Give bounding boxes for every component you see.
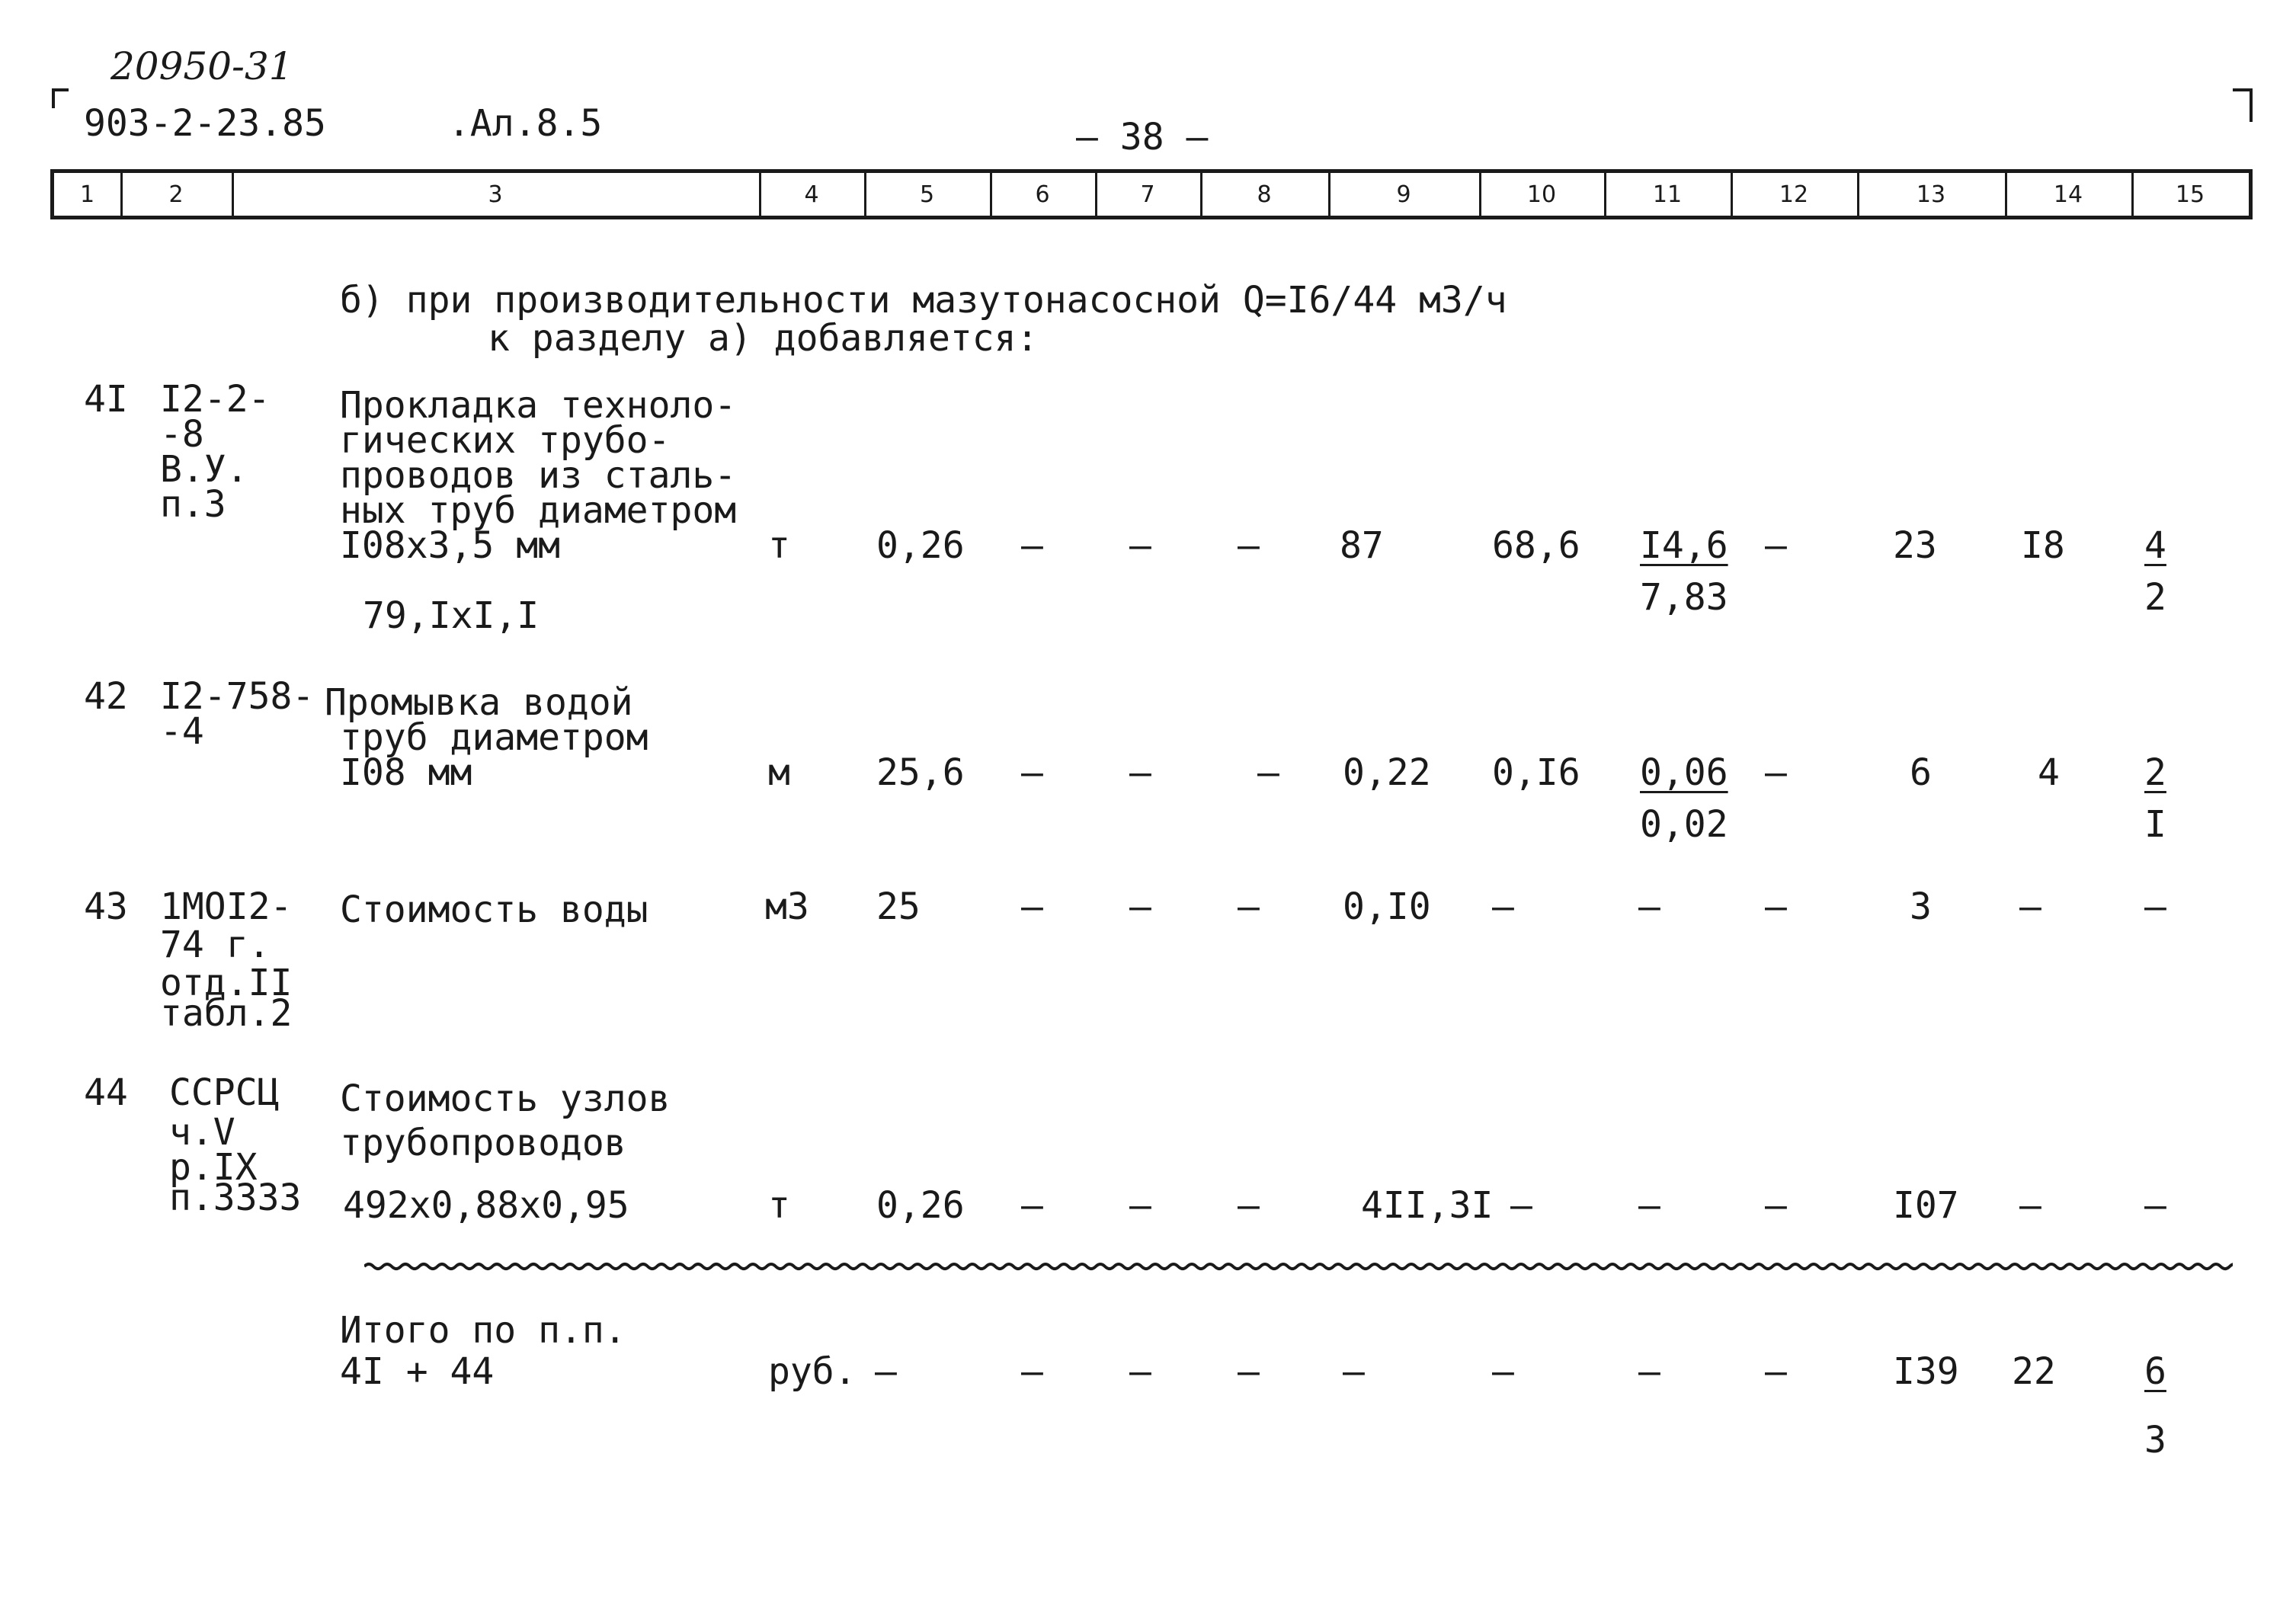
page-number: — 38 — [1076,116,1209,158]
cell-col11: – [1638,1350,1660,1393]
wavy-separator [364,1260,2233,1273]
cell-col10: – [1510,1184,1532,1227]
cell-col15: – [2144,1184,2166,1227]
calculation: 492x0,88x0,95 [343,1184,629,1227]
work-name: Стоимость воды [340,888,648,931]
cell-col9: – [1343,1350,1365,1393]
column-number: 5 [919,181,935,208]
column-number-bar [50,169,2253,219]
column-number: 1 [79,181,95,208]
calculation: 79,IxI,I [363,594,540,637]
work-name: Прокладка техноло- [340,384,737,427]
unit: руб. [768,1350,857,1393]
cell-col15-bottom: I [2144,803,2166,846]
quantity: 25 [876,885,921,928]
work-name: Промывка водой [325,681,633,724]
cell-col15-top: 4 [2144,524,2166,567]
norm-code: I2-2- [160,378,271,421]
row-number: 43 [84,885,128,928]
unit: т [768,1184,790,1227]
column-number: 8 [1257,181,1272,208]
cell-col13: 6 [1910,751,1932,794]
norm-code: В.У. [160,448,248,491]
norm-code: п.3 [160,483,226,526]
cell-col8: – [1257,751,1279,794]
cell-col9: 0,I0 [1343,885,1431,928]
cell-col9: 4II,3I [1361,1184,1494,1227]
norm-code: 74 г. [160,924,271,966]
cell-col15-bottom: 2 [2144,576,2166,619]
quantity: 0,26 [876,1184,965,1227]
cell-col11-bottom: 7,83 [1640,576,1728,619]
cell-col7: – [1129,751,1151,794]
work-name: ных труб диаметром [340,489,737,532]
cell-col6: – [1021,751,1043,794]
cell-col12: – [1765,524,1787,567]
cell-col11-top: 0,06 [1640,751,1728,794]
cell-col11: – [1638,1184,1660,1227]
cell-col13: I07 [1893,1184,1959,1227]
work-name: гических трубо- [340,419,671,462]
cell-col8: – [1238,885,1260,928]
norm-code: 1МОI2- [160,885,293,928]
cell-col12: – [1765,1350,1787,1393]
cell-col10: – [1492,1350,1514,1393]
unit: м3 [765,885,809,928]
norm-code: I2-758- [160,675,315,718]
quantity: 0,26 [876,524,965,567]
cell-col8: – [1238,1184,1260,1227]
cell-col14: – [2019,885,2041,928]
cell-col6: – [1021,885,1043,928]
cell-col13: 3 [1910,885,1932,928]
cell-col14: – [2019,1184,2041,1227]
cell-col10: 68,6 [1492,524,1580,567]
total-label-range: 4I + 44 [340,1350,495,1393]
column-number: 2 [168,181,184,208]
unit: т [768,524,790,567]
cell-col6: – [1021,1350,1043,1393]
cell-col7: – [1129,524,1151,567]
cell-col14: I8 [2021,524,2065,567]
column-number: 14 [2053,181,2083,208]
row-number: 44 [84,1071,128,1114]
section-heading-line2: к разделу а) добавляется: [488,317,1039,360]
work-name: I08 мм [340,751,472,794]
work-name: проводов из сталь- [340,454,737,497]
cell-col12: – [1765,751,1787,794]
cell-col11: – [1638,885,1660,928]
row-number: 42 [84,675,128,718]
cell-col7: – [1129,885,1151,928]
cell-col14: 4 [2038,751,2060,794]
cell-col12: – [1765,1184,1787,1227]
handwritten-number: 20950-31 [110,44,293,88]
total-label: Итого по п.п. [340,1309,626,1352]
column-number: 15 [2175,181,2205,208]
column-number: 6 [1035,181,1050,208]
work-name: Стоимость узлов [340,1077,671,1120]
cell-col15-top: 2 [2144,751,2166,794]
norm-code: ССРСЦ [169,1071,280,1114]
cell-col12: – [1765,885,1787,928]
document-code: 903-2-23.85 [84,102,326,145]
cell-col13: I39 [1893,1350,1959,1393]
cell-col10: 0,I6 [1492,751,1580,794]
column-number: 9 [1396,181,1411,208]
norm-code: р.IX [169,1146,258,1189]
cell-col11-bottom: 0,02 [1640,803,1728,846]
corner-mark-left [52,88,69,108]
cell-col7: – [1129,1350,1151,1393]
norm-code: ч.V [169,1111,235,1154]
norm-code: -8 [160,413,204,456]
cell-col13: 23 [1893,524,1937,567]
cell-col7: – [1129,1184,1151,1227]
norm-code: -4 [160,710,204,753]
unit: м [768,751,790,794]
norm-code: п.3333 [169,1177,302,1219]
cell-col15: – [2144,885,2166,928]
column-number: 10 [1526,181,1557,208]
cell-col8: – [1238,1350,1260,1393]
cell-col6: – [1021,524,1043,567]
cell-col15-bottom: 3 [2144,1419,2166,1462]
row-number: 4I [84,378,128,421]
cell-col10: – [1492,885,1514,928]
cell-col8: – [1238,524,1260,567]
column-number: 3 [488,181,503,208]
column-number: 12 [1779,181,1809,208]
quantity: – [875,1350,897,1393]
cell-col15-top: 6 [2144,1350,2166,1393]
album-number: .Ал.8.5 [448,102,603,145]
work-name: I08x3,5 мм [340,524,560,567]
cell-col9: 0,22 [1343,751,1431,794]
column-number: 4 [804,181,819,208]
column-number: 7 [1140,181,1155,208]
column-number: 13 [1916,181,1946,208]
work-name: трубопроводов [340,1122,626,1164]
cell-col9: 87 [1340,524,1384,567]
norm-code: отд.II [160,962,293,1004]
cell-col14: 22 [2012,1350,2056,1393]
corner-mark-right [2233,88,2253,122]
norm-code: табл.2 [160,992,293,1035]
column-number: 11 [1652,181,1683,208]
cell-col6: – [1021,1184,1043,1227]
quantity: 25,6 [876,751,965,794]
section-heading-line1: б) при производительности мазутонасосной Q=I6/44 м3/ч [340,279,1507,322]
work-name: труб диаметром [340,716,648,759]
cell-col11-top: I4,6 [1640,524,1728,567]
